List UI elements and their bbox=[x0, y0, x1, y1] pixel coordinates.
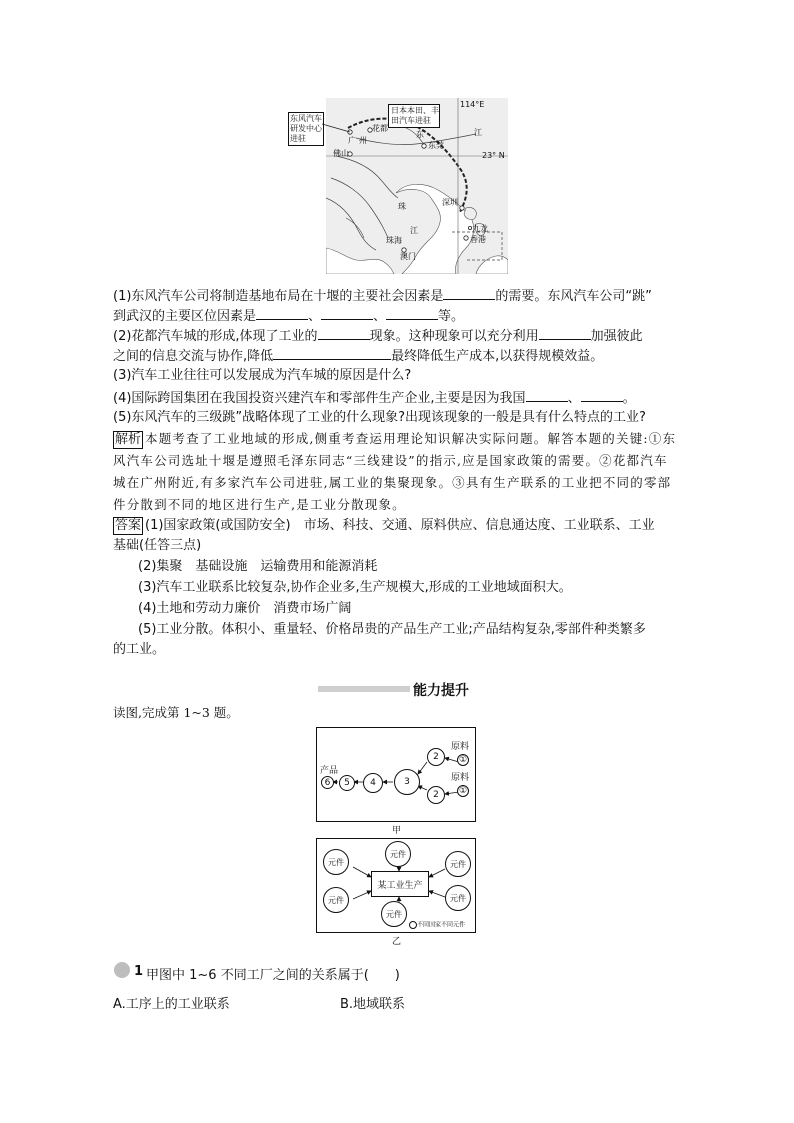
analysis-line-1 bbox=[113, 428, 683, 450]
answer-blank[interactable] bbox=[321, 305, 373, 320]
question-text: 现象。这种现象可以充分利用 bbox=[369, 329, 539, 344]
question-4 bbox=[113, 387, 636, 409]
node-6: 6 bbox=[321, 776, 334, 789]
analysis-line-3: 城在广州附近,有多家汽车公司进驻,属工业的集聚现象。③具有生产联系的工业把不同的零部 bbox=[113, 475, 672, 490]
figure-jia-label: 甲 bbox=[392, 826, 402, 836]
question-text: (1)东风汽车公司将制造基地布局在十堰的主要社会因素是 bbox=[113, 289, 444, 304]
answer-5-line-2: 的工业。 bbox=[113, 642, 166, 657]
answer-2: (2)集聚 基础设施 运输费用和能源消耗 bbox=[138, 559, 378, 574]
figure-jia bbox=[316, 727, 476, 822]
map-label-jiang: 江 bbox=[410, 226, 418, 235]
section-title: 能力提升 bbox=[413, 683, 469, 699]
figure-yi-legend bbox=[409, 921, 465, 930]
answer-blank[interactable] bbox=[581, 387, 623, 402]
node-1: ① bbox=[458, 786, 468, 796]
question-5: (5)东风汽车的三级跳”战略体现了工业的什么现象?出现该现象的一般是具有什么特点的工业? bbox=[113, 410, 646, 425]
answer-blank[interactable] bbox=[443, 285, 495, 300]
question-1-badge-icon bbox=[114, 962, 130, 978]
question-1-line-1 bbox=[113, 285, 652, 307]
figure-yi-label: 乙 bbox=[392, 937, 402, 947]
material-label: 原料 bbox=[451, 742, 470, 752]
node-2: 2 bbox=[427, 748, 445, 766]
question-text: (4)国际跨国集团在我国投资兴建汽车和零部件生产企业,主要是因为我国 bbox=[113, 391, 526, 406]
analysis-line-2: 风汽车公司选址十堰是遵照毛泽东同志“三线建设”的指示,应是国家政策的需要。②花都汽车 bbox=[113, 453, 668, 468]
callout-line: 田汽车进驻 bbox=[391, 116, 431, 125]
legend-circle-icon bbox=[409, 921, 417, 929]
answer-blank[interactable] bbox=[318, 325, 370, 340]
question-text: 最终降低生产成本,以获得规模效益。 bbox=[391, 349, 604, 364]
component-node: 元件 bbox=[445, 851, 471, 877]
separator: 、 bbox=[308, 309, 322, 324]
option-b[interactable]: B.地域联系 bbox=[340, 997, 406, 1012]
question-text: (2)花都汽车城的形成,体现了工业的 bbox=[113, 329, 318, 344]
center-production-box: 某工业生产 bbox=[371, 871, 429, 897]
question-2-line-2 bbox=[113, 345, 603, 367]
answer-tag: 答案 bbox=[115, 518, 142, 533]
map-label-foshan: 佛山 bbox=[333, 149, 349, 158]
callout-leader-line bbox=[320, 120, 360, 140]
analysis-line-4: 件分散到不同的地区进行生产,是工业分散现象。 bbox=[113, 497, 406, 512]
legend-text: 不同国家不同元件 bbox=[417, 921, 466, 929]
question-text: 的需要。东风汽车公司“跳” bbox=[495, 289, 652, 304]
material-label: 原料 bbox=[451, 773, 470, 783]
callout-line: 日本本田、丰 bbox=[391, 106, 439, 115]
product-label: 产品 bbox=[320, 766, 339, 776]
map-label-dong: 东 bbox=[416, 130, 424, 139]
answer-3: (3)汽车工业联系比较复杂,协作企业多,生产规模大,形成的工业地域面积大。 bbox=[138, 580, 572, 595]
answer-blank[interactable] bbox=[539, 325, 591, 340]
component-node: 元件 bbox=[323, 849, 349, 875]
question-text: 加强彼此 bbox=[590, 329, 643, 344]
separator: 、 bbox=[373, 309, 387, 324]
callout-line: 进驻 bbox=[290, 134, 306, 143]
node-5: 5 bbox=[339, 775, 355, 791]
question-text: 等。 bbox=[438, 309, 465, 324]
map-label-jiulong: 九龙 bbox=[472, 224, 488, 233]
component-node: 元件 bbox=[385, 841, 411, 867]
section-intro: 读图,完成第 1~3 题。 bbox=[113, 705, 239, 720]
component-node: 元件 bbox=[323, 887, 349, 913]
node-3: 3 bbox=[394, 769, 420, 795]
map-latitude-label: 23° N bbox=[482, 151, 505, 160]
answer-blank[interactable] bbox=[273, 345, 391, 360]
question-1-stem: 甲图中 1~6 不同工厂之间的关系属于( ) bbox=[146, 968, 400, 983]
map-label-dongguan: 东莞 bbox=[428, 141, 444, 150]
answer-4: (4)土地和劳动力廉价 消费市场广阔 bbox=[138, 601, 352, 616]
node-2: 2 bbox=[427, 786, 445, 804]
dongfeng-rd-callout bbox=[288, 112, 324, 146]
answer-blank[interactable] bbox=[526, 387, 568, 402]
answer-blank[interactable] bbox=[386, 305, 438, 320]
section-bar bbox=[318, 686, 410, 692]
map-label-zhuhai: 珠海 bbox=[386, 236, 402, 245]
answer-line-1 bbox=[113, 516, 655, 536]
question-text: 。 bbox=[622, 391, 636, 406]
map-label-guangzhou: 广州 bbox=[348, 136, 370, 145]
question-3: (3)汽车工业往往可以发展成为汽车城的原因是什么? bbox=[113, 368, 412, 383]
component-node: 元件 bbox=[445, 885, 471, 911]
map-label-shenzhen: 深圳 bbox=[442, 198, 458, 207]
question-2-line-1 bbox=[113, 325, 643, 347]
map-label-jiang: 江 bbox=[474, 128, 482, 137]
question-text: 到武汉的主要区位因素是 bbox=[113, 309, 257, 324]
answer-text: (1)国家政策(或国防安全) 市场、科技、交通、原料供应、信息通达度、工业联系、工业 bbox=[145, 518, 655, 533]
answer-blank[interactable] bbox=[256, 305, 308, 320]
separator: 、 bbox=[567, 391, 581, 406]
analysis-text: 本题考查了工业地域的形成,侧重考查运用理论知识解决实际问题。解答本题的关键:①东 bbox=[145, 431, 677, 446]
japan-automakers-callout bbox=[388, 104, 440, 128]
map-label-aomen: 澳门 bbox=[400, 252, 416, 261]
figure-yi bbox=[316, 838, 476, 933]
map-label-xianggang: 香港 bbox=[470, 235, 486, 244]
analysis-block bbox=[113, 428, 683, 516]
question-1-line-2 bbox=[113, 305, 464, 327]
component-node: 元件 bbox=[381, 901, 407, 927]
question-1-number: 1 bbox=[134, 964, 144, 979]
analysis-tag: 解析 bbox=[115, 432, 142, 447]
option-a[interactable]: A.工序上的工业联系 bbox=[113, 997, 230, 1012]
map-label-huadu: 花都 bbox=[372, 124, 388, 133]
node-1: ① bbox=[458, 755, 468, 765]
answer-line-2: 基础(任答三点) bbox=[113, 538, 202, 553]
node-4: 4 bbox=[363, 773, 383, 793]
callout-line: 研发中心 bbox=[290, 124, 322, 133]
callout-line: 东风汽车 bbox=[290, 114, 322, 123]
map-label-zhu: 珠 bbox=[398, 202, 406, 211]
answer-5-line-1: (5)工业分散。体积小、重量轻、价格昂贵的产品生产工业;产品结构复杂,零部件种类繁多 bbox=[138, 622, 646, 637]
question-text: 之间的信息交流与协作,降低 bbox=[113, 349, 274, 364]
map-longitude-label: 114°E bbox=[460, 100, 485, 109]
